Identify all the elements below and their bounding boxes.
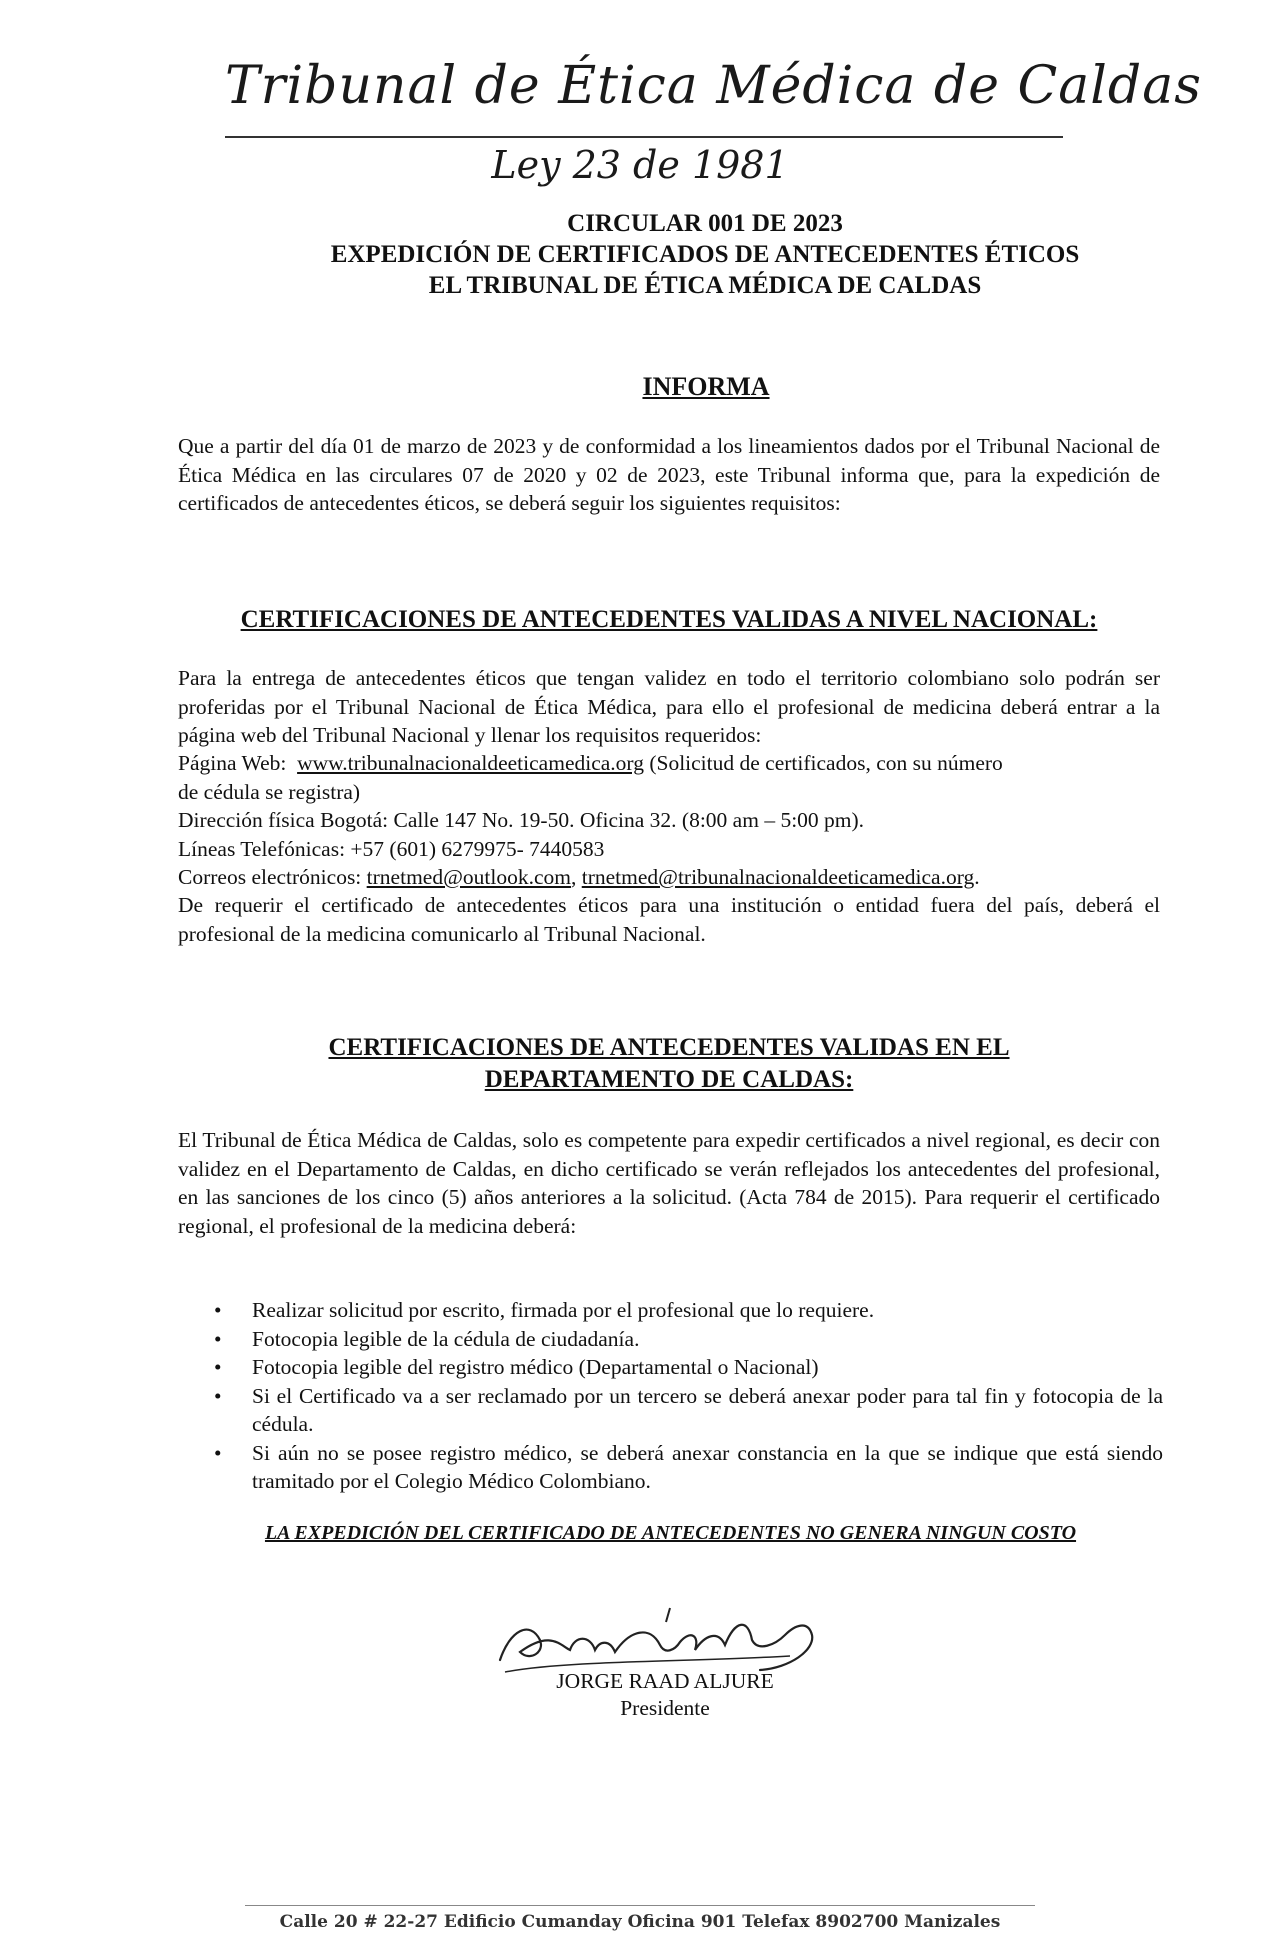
web-note: (Solicitud de certificados, con su número <box>649 751 1003 775</box>
requirement-text: Fotocopia legible de la cédula de ciudadanía. <box>252 1326 640 1351</box>
circular-header <box>230 208 1180 301</box>
national-section-title-text: CERTIFICACIONES DE ANTECEDENTES VALIDAS A NIVEL NACIONAL: <box>240 606 1098 633</box>
national-section-title <box>178 604 1160 636</box>
requirement-text: Fotocopia legible del registro médico (Departamental o Nacional) <box>252 1355 819 1379</box>
requirement-text: Realizar solicitud por escrito, firmada por el profesional que lo requiere. <box>252 1298 875 1322</box>
phones-line: Líneas Telefónicas: +57 (601) 6279975- 7440583 <box>178 836 605 861</box>
letterhead-title: Tribunal de Ética Médica de Caldas <box>225 56 1202 116</box>
letterhead-rule <box>225 136 1063 138</box>
signer-role: Presidente <box>620 1696 710 1720</box>
national-paragraph: Para la entrega de antecedentes éticos que tengan validez en todo el territorio colombiano solo podrán ser proferidas por el Tribunal Nacional de Ética Médica, para ello el profesional de medicina deberá entrar a la página web del Tribunal Nacional y llenar los requisitos requeridos: <box>178 666 1160 747</box>
list-item <box>178 1325 1163 1354</box>
requirement-text: Si el Certificado va a ser reclamado por un tercero se deberá anexar poder para tal fin y fotocopia de la cédula. <box>252 1383 1163 1436</box>
abroad-paragraph: De requerir el certificado de antecedentes éticos para una institución o entidad fuera del país, deberá el profesional de la medicina comunicarlo al Tribunal Nacional. <box>178 893 1160 946</box>
email-label: Correos electrónicos: <box>178 865 362 889</box>
no-cost-notice: LA EXPEDICIÓN DEL CERTIFICADO DE ANTECEDENTES NO GENERA NINGUN COSTO <box>264 1522 1077 1544</box>
requirements-list <box>178 1296 1163 1496</box>
regional-paragraph: El Tribunal de Ética Médica de Caldas, solo es competente para expedir certificados a nivel regional, es decir con validez en el Departamento de Caldas, en dicho certificado se verán reflejados los antecedentes del profesional, en las sanciones de los cinco (5) años anteriores a la solicitud. (Acta 784 de 2015). Para requerir el certificado regional, el profesional de la medicina deberá: <box>178 1128 1160 1238</box>
regional-title-line1: CERTIFICACIONES DE ANTECEDENTES VALIDAS EN EL <box>328 1034 1010 1061</box>
email-link-tribunal[interactable]: trnetmed@tribunalnacionaldeeticamedica.org <box>581 865 975 889</box>
list-item <box>178 1353 1163 1382</box>
national-contact-block <box>178 749 1163 892</box>
regional-title-line2: DEPARTAMENTO DE CALDAS: <box>484 1066 854 1093</box>
web-note-continued: de cédula se registra) <box>178 779 361 804</box>
signer-block <box>530 1668 800 1722</box>
signature-image <box>490 1590 830 1680</box>
circular-issuer: EL TRIBUNAL DE ÉTICA MÉDICA DE CALDAS <box>428 272 982 299</box>
footer-address: Calle 20 # 22-27 Edificio Cumanday Oficina 901 Telefax 8902700 Manizales <box>279 1912 1001 1932</box>
circular-number: CIRCULAR 001 DE 2023 <box>567 210 843 237</box>
email-link-outlook[interactable]: trnetmed@outlook.com <box>366 865 571 889</box>
list-item <box>178 1296 1163 1325</box>
signer-name: JORGE RAAD ALJURE <box>556 1669 774 1693</box>
intro-paragraph: Que a partir del día 01 de marzo de 2023 y de conformidad a los lineamientos dados por el Tribunal Nacional de Ética Médica en las circulares 07 de 2020 y 02 de 2023, este Tribunal informa que, para la expedición de certificados de antecedentes éticos, se deberá seguir los siguientes requisitos: <box>178 434 1160 515</box>
regional-section-title <box>178 1032 1160 1096</box>
bullet-icon: • <box>214 1383 222 1408</box>
bullet-icon: • <box>214 1298 222 1322</box>
footer-rule <box>245 1905 1035 1906</box>
list-item <box>178 1439 1163 1496</box>
bullet-icon: • <box>214 1440 222 1465</box>
national-website-link[interactable]: www.tribunalnacionaldeeticamedica.org <box>297 751 644 775</box>
address-line: Dirección física Bogotá: Calle 147 No. 19-50. Oficina 32. (8:00 am – 5:00 pm). <box>178 808 865 832</box>
requirement-text: Si aún no se posee registro médico, se deberá anexar constancia en la que se indique que está siendo tramitado por el Colegio Médico Colombiano. <box>252 1440 1163 1493</box>
emails-line: Correos electrónicos: trnetmed@outlook.com, trnetmed@tribunalnacionaldeeticamedica.org. <box>178 865 980 889</box>
informa-heading: INFORMA <box>642 372 770 401</box>
web-line <box>178 749 1163 778</box>
letterhead-subtitle: Ley 23 de 1981 <box>491 143 789 187</box>
circular-subject: EXPEDICIÓN DE CERTIFICADOS DE ANTECEDENTES ÉTICOS <box>330 241 1080 268</box>
list-item <box>178 1382 1163 1439</box>
web-label: Página Web: <box>178 751 287 775</box>
bullet-icon: • <box>214 1355 222 1379</box>
bullet-icon: • <box>214 1326 222 1351</box>
